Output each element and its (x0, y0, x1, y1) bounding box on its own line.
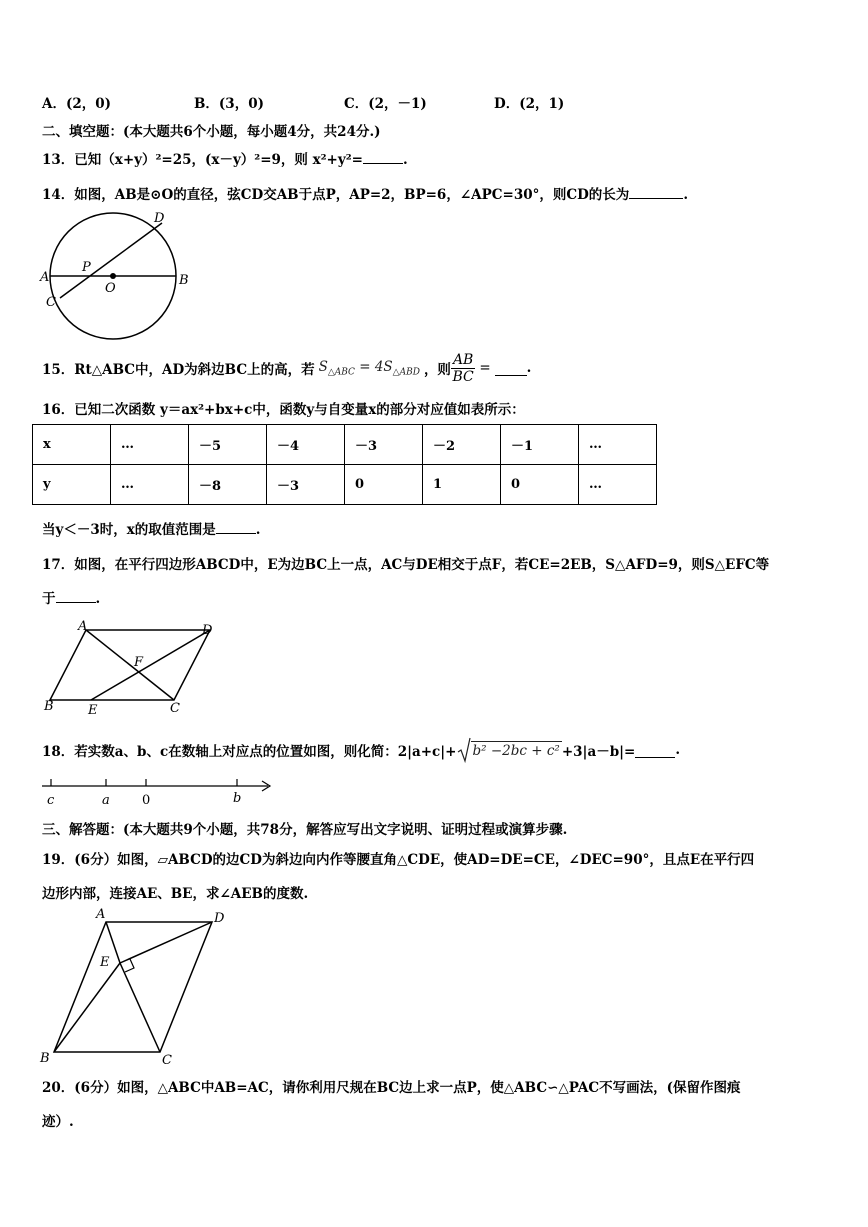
equals-sign: = (479, 360, 491, 376)
label-e: E (88, 703, 98, 718)
option-c: C．(2，－1) (344, 96, 427, 112)
label-o: O (105, 281, 116, 296)
label-b: B (40, 1051, 50, 1066)
question-18-text: 18．若实数a、b、c在数轴上对应点的位置如图，则化简：2|a+c|+ (42, 744, 457, 760)
answer-blank (629, 184, 683, 199)
answer-blank (495, 361, 527, 376)
table-cell: 0 (345, 465, 423, 505)
question-16: 16．已知二次函数 y＝ax²+bx+c中，函数y与自变量x的部分对应值如表所示： (42, 402, 525, 418)
center-point (110, 273, 116, 279)
label-zero: 0 (142, 793, 151, 808)
area-formula (319, 359, 420, 378)
formula-sub-abc: △ABC (327, 367, 355, 378)
q14-circle-figure (36, 206, 196, 346)
diagonal-ac (86, 630, 174, 700)
question-19-line2: 边形内部，连接AE、BE，求∠AEB的度数. (42, 886, 309, 902)
question-16-after-end: . (255, 522, 261, 538)
formula-s: S (318, 358, 328, 375)
label-f: F (134, 655, 144, 670)
label-c: C (46, 295, 56, 310)
table-cell: －3 (345, 425, 423, 465)
table-cell: －3 (267, 465, 345, 505)
table-cell: … (111, 465, 189, 505)
question-13 (42, 148, 408, 168)
question-14-end: . (683, 187, 689, 203)
table-cell: －4 (267, 425, 345, 465)
question-13-end: . (402, 152, 408, 168)
label-a: A (96, 907, 106, 922)
formula-sub-abd: △ABD (392, 367, 420, 378)
section-3-heading: 三、解答题：(本大题共9个小题，共78分，解答应写出文字说明、证明过程或演算步骤. (42, 822, 568, 838)
question-15-prefix: 15．Rt△ABC中，AD为斜边BC上的高，若 (42, 362, 315, 378)
table-cell: … (579, 425, 657, 465)
table-cell: －5 (189, 425, 267, 465)
radical-sign-icon (457, 737, 471, 763)
segment-be (54, 963, 120, 1052)
question-13-text: 13．已知（x+y）²=25，(x－y）²=9，则 x²+y²= (42, 152, 363, 168)
option-a: A．(2，0) (42, 96, 112, 112)
question-17-line2-text: 于 (42, 591, 56, 607)
question-20-line1: 20．(6分）如图，△ABC中AB=AC，请你利用尺规在BC边上求一点P，使△ABC∽△PAC不写画法，(保留作图痕 (42, 1080, 741, 1096)
label-c: C (162, 1053, 172, 1068)
question-18-after: +3|a－b|= (561, 744, 636, 760)
question-14-text: 14．如图，AB是⊙O的直径，弦CD交AB于点P，AP=2，BP=6，∠APC=30°，则CD的长为 (42, 187, 630, 203)
question-17-line2 (42, 587, 100, 607)
value-table (32, 424, 657, 505)
question-16-after: 当y＜－3时，x的取值范围是 (42, 522, 216, 538)
table-cell: y (33, 465, 111, 505)
question-15 (42, 348, 531, 388)
question-15-mid: ，则 (423, 362, 451, 378)
question-16-followup (42, 518, 261, 538)
q18-number-line-figure (40, 772, 276, 812)
section-2-heading: 二、填空题：(本大题共6个小题，每小题4分，共24分.) (42, 124, 381, 140)
table-cell: －2 (423, 425, 501, 465)
label-a: A (40, 270, 50, 285)
label-a: A (78, 619, 88, 634)
label-b: B (179, 273, 189, 288)
fraction-numerator: AB (452, 351, 474, 368)
option-d: D．(2，1) (494, 96, 565, 112)
radical-expression: b² −2bc + c² (472, 743, 560, 759)
question-18 (42, 736, 680, 764)
table-cell: … (579, 465, 657, 505)
label-d: D (154, 211, 165, 226)
ratio-fraction (451, 352, 475, 385)
fraction-denominator: BC (452, 368, 474, 385)
question-17-end: . (95, 591, 101, 607)
table-cell: 0 (501, 465, 579, 505)
label-c: c (47, 793, 55, 808)
table-cell: x (33, 425, 111, 465)
question-20-line2: 迹）. (42, 1114, 74, 1130)
segment-ec (120, 963, 160, 1052)
formula-mid: = 4S (354, 358, 393, 375)
q17-parallelogram-figure (40, 616, 220, 720)
parallelogram-abcd (54, 922, 212, 1052)
label-d: D (202, 623, 213, 638)
question-18-end: . (675, 742, 681, 758)
option-b: B．(3，0) (194, 96, 264, 112)
question-14 (42, 183, 688, 203)
label-c: C (170, 701, 180, 716)
answer-blank (363, 149, 403, 164)
table-row-x (33, 425, 657, 465)
table-cell: 1 (423, 465, 501, 505)
table-cell: … (111, 425, 189, 465)
answer-blank (216, 519, 256, 534)
label-e: E (100, 955, 110, 970)
table-cell: －8 (189, 465, 267, 505)
label-d: D (214, 911, 225, 926)
label-b: B (44, 699, 54, 714)
question-17-line1: 17．如图，在平行四边形ABCD中，E为边BC上一点，AC与DE相交于点F，若CE=2EB，S△AFD=9，则S△EFC等 (42, 557, 770, 573)
table-row-y (33, 465, 657, 505)
answer-blank (635, 743, 675, 758)
question-15-end: . (526, 360, 532, 376)
label-a: a (102, 793, 110, 808)
answer-blank (56, 588, 96, 603)
table-cell: －1 (501, 425, 579, 465)
label-b: b (233, 791, 242, 806)
q19-parallelogram-figure (36, 904, 236, 1070)
label-p: P (82, 260, 91, 275)
question-19-line1: 19．(6分）如图，▱ABCD的边CD为斜边向内作等腰直角△CDE，使AD=DE=CE，∠DEC=90°，且点E在平行四 (42, 852, 755, 868)
